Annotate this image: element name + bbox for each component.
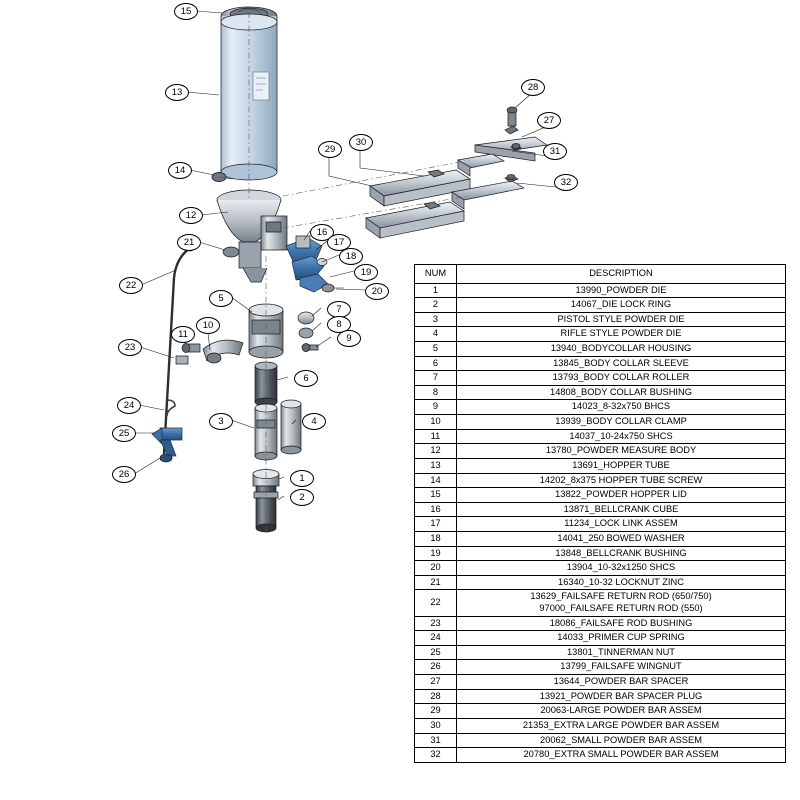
table-cell-num: 9 [415, 400, 457, 415]
callout-bubble: 18 [339, 248, 363, 265]
table-row [415, 561, 786, 576]
table-cell-num: 2 [415, 298, 457, 313]
table-cell-num: 3 [415, 312, 457, 327]
callout-bubble: 11 [171, 326, 195, 343]
callout-bubble: 12 [179, 207, 203, 224]
table-cell-num: 22 [415, 590, 457, 616]
table-row [415, 327, 786, 342]
table-row [415, 356, 786, 371]
table-cell-num: 24 [415, 631, 457, 646]
table-row [415, 689, 786, 704]
table-row [415, 590, 786, 616]
callout-bubble: 26 [112, 466, 136, 483]
table-row [415, 488, 786, 503]
table-cell-num: 17 [415, 517, 457, 532]
table-cell-description: 16340_10-32 LOCKNUT ZINC [457, 575, 786, 590]
table-cell-num: 16 [415, 502, 457, 517]
table-cell-num: 30 [415, 718, 457, 733]
table-cell-description: PISTOL STYLE POWDER DIE [457, 312, 786, 327]
table-row [415, 298, 786, 313]
callout-bubble: 15 [174, 3, 198, 20]
table-cell-description: 14037_10-24x750 SHCS [457, 429, 786, 444]
table-cell-num: 26 [415, 660, 457, 675]
callout-bubble: 28 [521, 79, 545, 96]
table-cell-description: 14033_PRIMER CUP SPRING [457, 631, 786, 646]
table-cell-description: 20780_EXTRA SMALL POWDER BAR ASSEM [457, 748, 786, 763]
table-cell-description: 20063-LARGE POWDER BAR ASSEM [457, 704, 786, 719]
table-cell-description: 14023_8-32x750 BHCS [457, 400, 786, 415]
table-cell-description: 14808_BODY COLLAR BUSHING [457, 385, 786, 400]
part-locknut [223, 247, 239, 257]
callout-bubble: 25 [112, 425, 136, 442]
table-row [415, 631, 786, 646]
callout-bubble: 3 [209, 413, 233, 430]
callout-bubble: 23 [118, 339, 142, 356]
table-row [415, 718, 786, 733]
table-cell-description: 13799_FAILSAFE WINGNUT [457, 660, 786, 675]
table-cell-description: 13780_POWDER MEASURE BODY [457, 444, 786, 459]
table-row [415, 575, 786, 590]
table-cell-num: 15 [415, 488, 457, 503]
table-row [415, 660, 786, 675]
part-rifle-powder-die [281, 400, 301, 454]
table-cell-description: RIFLE STYLE POWDER DIE [457, 327, 786, 342]
table-cell-num: 1 [415, 283, 457, 298]
callout-bubble: 17 [327, 234, 351, 251]
table-row [415, 517, 786, 532]
table-row [415, 704, 786, 719]
table-row [415, 748, 786, 763]
part-body-collar-clamp [182, 340, 243, 363]
table-row [415, 385, 786, 400]
table-cell-num: 12 [415, 444, 457, 459]
table-cell-description: 13940_BODYCOLLAR HOUSING [457, 342, 786, 357]
table-cell-num: 32 [415, 748, 457, 763]
callout-bubble: 30 [349, 134, 373, 151]
table-cell-description: 13822_POWDER HOPPER LID [457, 488, 786, 503]
table-row [415, 283, 786, 298]
table-cell-description: 14067_DIE LOCK RING [457, 298, 786, 313]
table-header-row [415, 265, 786, 284]
table-cell-description: 13871_BELLCRANK CUBE [457, 502, 786, 517]
table-cell-num: 13 [415, 458, 457, 473]
table-cell-num: 4 [415, 327, 457, 342]
table-cell-description: 11234_LOCK LINK ASSEM [457, 517, 786, 532]
table-cell-description: 13801_TINNERMAN NUT [457, 645, 786, 660]
table-cell-num: 21 [415, 575, 457, 590]
table-cell-description: 13629_FAILSAFE RETURN ROD (650/750) 97000_FAILSAFE RETURN ROD (550) [457, 590, 786, 616]
callout-bubble: 7 [327, 301, 351, 318]
callout-bubble: 16 [310, 224, 334, 241]
callout-bubble: 14 [168, 162, 192, 179]
callout-bubble: 13 [165, 84, 189, 101]
table-cell-description: 13904_10-32x1250 SHCS [457, 561, 786, 576]
table-row [415, 546, 786, 561]
table-cell-description: 13921_POWDER BAR SPACER PLUG [457, 689, 786, 704]
callout-bubble: 24 [117, 397, 141, 414]
table-cell-description: 14202_8x375 HOPPER TUBE SCREW [457, 473, 786, 488]
table-row [415, 312, 786, 327]
callout-bubble: 1 [290, 470, 314, 487]
table-header-num: NUM [415, 265, 457, 284]
table-cell-num: 27 [415, 675, 457, 690]
table-cell-num: 7 [415, 371, 457, 386]
table-cell-description: 13939_BODY COLLAR CLAMP [457, 415, 786, 430]
callout-bubble: 8 [327, 316, 351, 333]
table-cell-num: 10 [415, 415, 457, 430]
table-row [415, 733, 786, 748]
table-cell-num: 23 [415, 616, 457, 631]
table-cell-num: 8 [415, 385, 457, 400]
table-row [415, 342, 786, 357]
callout-bubble: 9 [337, 330, 361, 347]
callout-bubble: 31 [543, 143, 567, 160]
table-row [415, 473, 786, 488]
table-cell-description: 13691_HOPPER TUBE [457, 458, 786, 473]
table-cell-description: 13848_BELLCRANK BUSHING [457, 546, 786, 561]
callout-bubble: 6 [294, 370, 318, 387]
callout-bubble: 19 [354, 264, 378, 281]
table-row [415, 400, 786, 415]
callout-bubble: 2 [290, 489, 314, 506]
callout-bubble: 10 [196, 317, 220, 334]
table-row [415, 502, 786, 517]
table-row [415, 415, 786, 430]
table-row [415, 645, 786, 660]
table-cell-num: 31 [415, 733, 457, 748]
table-cell-num: 20 [415, 561, 457, 576]
table-cell-description: 21353_EXTRA LARGE POWDER BAR ASSEM [457, 718, 786, 733]
callout-bubble: 22 [119, 277, 143, 294]
table-cell-description: 13990_POWDER DIE [457, 283, 786, 298]
table-cell-description: 13793_BODY COLLAR ROLLER [457, 371, 786, 386]
table-row [415, 458, 786, 473]
table-row [415, 429, 786, 444]
table-row [415, 531, 786, 546]
table-cell-num: 11 [415, 429, 457, 444]
table-cell-num: 19 [415, 546, 457, 561]
table-row [415, 371, 786, 386]
table-cell-num: 18 [415, 531, 457, 546]
callout-bubble: 20 [365, 283, 389, 300]
table-cell-description: 14041_250 BOWED WASHER [457, 531, 786, 546]
table-cell-num: 29 [415, 704, 457, 719]
callout-bubble: 32 [554, 174, 578, 191]
table-row [415, 616, 786, 631]
callout-bubble: 27 [537, 112, 561, 129]
part-roller-bushing-screw [298, 312, 318, 352]
table-row [415, 675, 786, 690]
callout-bubble: 29 [318, 141, 342, 158]
callout-bubble: 21 [177, 234, 201, 251]
table-header-description: DESCRIPTION [457, 265, 786, 284]
table-cell-description: 18086_FAILSAFE ROD BUSHING [457, 616, 786, 631]
part-powder-measure-body [217, 190, 287, 282]
table-cell-num: 28 [415, 689, 457, 704]
part-powder-bar-spacer [475, 107, 547, 161]
table-cell-num: 5 [415, 342, 457, 357]
callout-bubble: 5 [209, 290, 233, 307]
table-cell-description: 13845_BODY COLLAR SLEEVE [457, 356, 786, 371]
table-cell-num: 14 [415, 473, 457, 488]
table-cell-num: 6 [415, 356, 457, 371]
table-cell-num: 25 [415, 645, 457, 660]
callout-bubble: 4 [302, 413, 326, 430]
table-cell-description: 13644_POWDER BAR SPACER [457, 675, 786, 690]
parts-table [414, 264, 786, 763]
table-cell-description: 20062_SMALL POWDER BAR ASSEM [457, 733, 786, 748]
table-row [415, 444, 786, 459]
